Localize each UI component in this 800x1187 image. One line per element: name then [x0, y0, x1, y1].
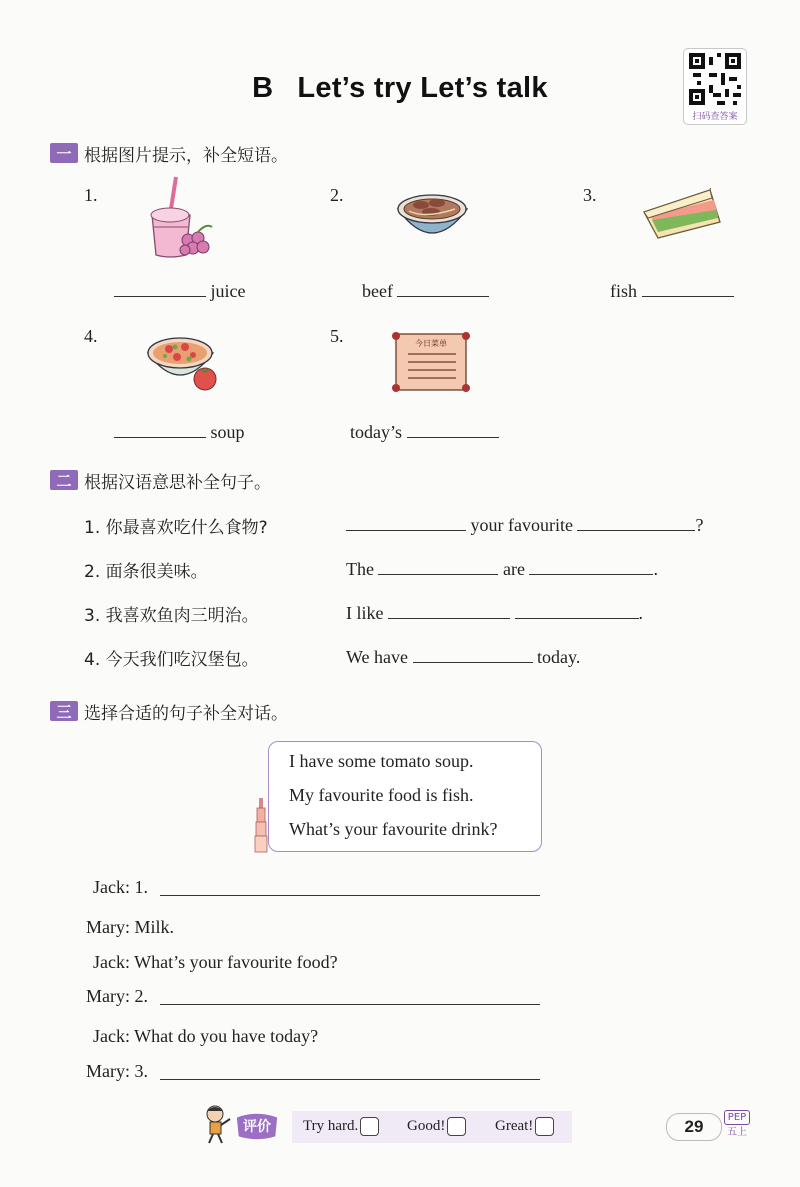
dialogue-line-5: Jack: What do you have today?: [93, 1026, 319, 1046]
section-1-badge: 一: [50, 143, 78, 163]
dialogue-line-4: Mary: 2.: [86, 986, 148, 1006]
eval-try-hard-label: Try hard.: [303, 1117, 359, 1134]
item-4-phrase: [114, 421, 245, 443]
answer-blank[interactable]: [388, 602, 510, 619]
section-1-header: [50, 138, 288, 168]
dialogue-answer-line-3[interactable]: [160, 1078, 540, 1080]
qr-code[interactable]: [683, 48, 747, 125]
good-checkbox[interactable]: [447, 1117, 466, 1136]
title-part: B: [252, 72, 274, 104]
answer-blank[interactable]: [413, 646, 533, 663]
sentence-3-chinese: 3. 我喜欢鱼肉三明治。: [84, 606, 259, 626]
evaluation-label: 评价: [243, 1119, 271, 1135]
option-b[interactable]: My favourite food is fish.: [289, 785, 474, 805]
answer-blank[interactable]: [114, 280, 206, 297]
menu-title: 今日菜单: [415, 339, 447, 348]
answer-blank[interactable]: [577, 514, 695, 531]
item-3-prefix: fish: [610, 281, 637, 301]
edition-tag: [724, 1110, 750, 1139]
item-4-number: 4.: [84, 326, 98, 346]
try-hard-checkbox[interactable]: [360, 1117, 379, 1136]
answer-blank[interactable]: [397, 280, 489, 297]
page-number-value: 29: [684, 1117, 704, 1136]
section-3-instruction: 选择合适的句子补全对话。: [84, 703, 288, 724]
cartoon-kid-icon: [200, 1103, 234, 1145]
tower-decoration-icon: [254, 798, 268, 854]
sentence-text: We have: [346, 647, 409, 667]
qr-caption: 扫码查答案: [692, 112, 738, 122]
sentence-2-chinese: 2. 面条很美味。: [84, 562, 208, 582]
item-2-phrase: [362, 280, 489, 302]
item-5-number: 5.: [330, 326, 344, 346]
evaluation-label-badge: [232, 1111, 282, 1141]
item-5-phrase: [350, 421, 499, 443]
menu-scroll-icon: [388, 330, 473, 395]
option-c[interactable]: What’s your favourite drink?: [289, 819, 498, 839]
item-5-prefix: today’s: [350, 422, 402, 442]
sentence-2-english: [346, 558, 658, 580]
item-1-phrase: [114, 280, 245, 302]
answer-blank[interactable]: [407, 421, 499, 438]
section-2-instruction: 根据汉语意思补全句子。: [84, 472, 271, 493]
section-1-instruction: 根据图片提示，补全短语。: [84, 145, 288, 166]
sentence-4-chinese: 4. 今天我们吃汉堡包。: [84, 650, 259, 670]
title-text: Let’s try Let’s talk: [297, 72, 548, 104]
page-number: [666, 1113, 722, 1141]
sentence-text: I like: [346, 603, 384, 623]
item-3-number: 3.: [583, 185, 597, 205]
answer-blank[interactable]: [515, 602, 639, 619]
page-title: [0, 72, 800, 105]
section-2-badge: 二: [50, 470, 78, 490]
dialogue-line-3: Jack: What’s your favourite food?: [93, 952, 338, 972]
qr-code-icon: [689, 53, 741, 105]
answer-blank[interactable]: [346, 514, 466, 531]
eval-good[interactable]: [407, 1117, 466, 1136]
sentence-3-english: [346, 602, 643, 624]
options-box: [268, 741, 542, 852]
answer-blank[interactable]: [114, 421, 206, 438]
sandwich-icon: [640, 188, 725, 243]
section-3-badge: 三: [50, 701, 78, 721]
answer-blank[interactable]: [642, 280, 734, 297]
sentence-text: are: [502, 559, 525, 579]
great-checkbox[interactable]: [535, 1117, 554, 1136]
section-3-header: [50, 696, 288, 726]
eval-good-label: Good!: [407, 1117, 446, 1134]
answer-blank[interactable]: [378, 558, 498, 575]
juice-drink-icon: [140, 175, 220, 260]
sentence-punct: .: [653, 559, 658, 579]
sentence-4-english: [346, 646, 580, 668]
item-3-phrase: [610, 280, 734, 302]
dialogue-line-1: Jack: 1.: [93, 877, 148, 897]
section-2-header: [50, 465, 271, 495]
item-1-number: 1.: [84, 185, 98, 205]
sentence-punct: ?: [695, 515, 704, 535]
item-4-suffix: soup: [210, 422, 245, 442]
dialogue-line-6: Mary: 3.: [86, 1061, 148, 1081]
sentence-1-chinese: 1. 你最喜欢吃什么食物?: [84, 518, 268, 538]
dialogue-answer-line-1[interactable]: [160, 894, 540, 896]
noodle-bowl-icon: [395, 185, 470, 245]
eval-great[interactable]: [495, 1117, 554, 1136]
edition-grade: 五上: [727, 1127, 747, 1138]
eval-try-hard[interactable]: [303, 1117, 379, 1136]
dialogue-line-2: Mary: Milk.: [86, 917, 174, 937]
sentence-text: your favourite: [470, 515, 573, 535]
item-2-number: 2.: [330, 185, 344, 205]
eval-great-label: Great!: [495, 1117, 534, 1134]
sentence-text: The: [346, 559, 374, 579]
answer-blank[interactable]: [529, 558, 653, 575]
sentence-text: today.: [537, 647, 581, 667]
option-a[interactable]: I have some tomato soup.: [289, 751, 474, 771]
sentence-punct: .: [638, 603, 643, 623]
item-2-prefix: beef: [362, 281, 393, 301]
item-1-suffix: juice: [210, 281, 246, 301]
sentence-1-english: [346, 514, 703, 536]
dialogue-answer-line-2[interactable]: [160, 1003, 540, 1005]
edition-pep: PEP: [724, 1110, 750, 1125]
tomato-soup-icon: [145, 325, 220, 393]
